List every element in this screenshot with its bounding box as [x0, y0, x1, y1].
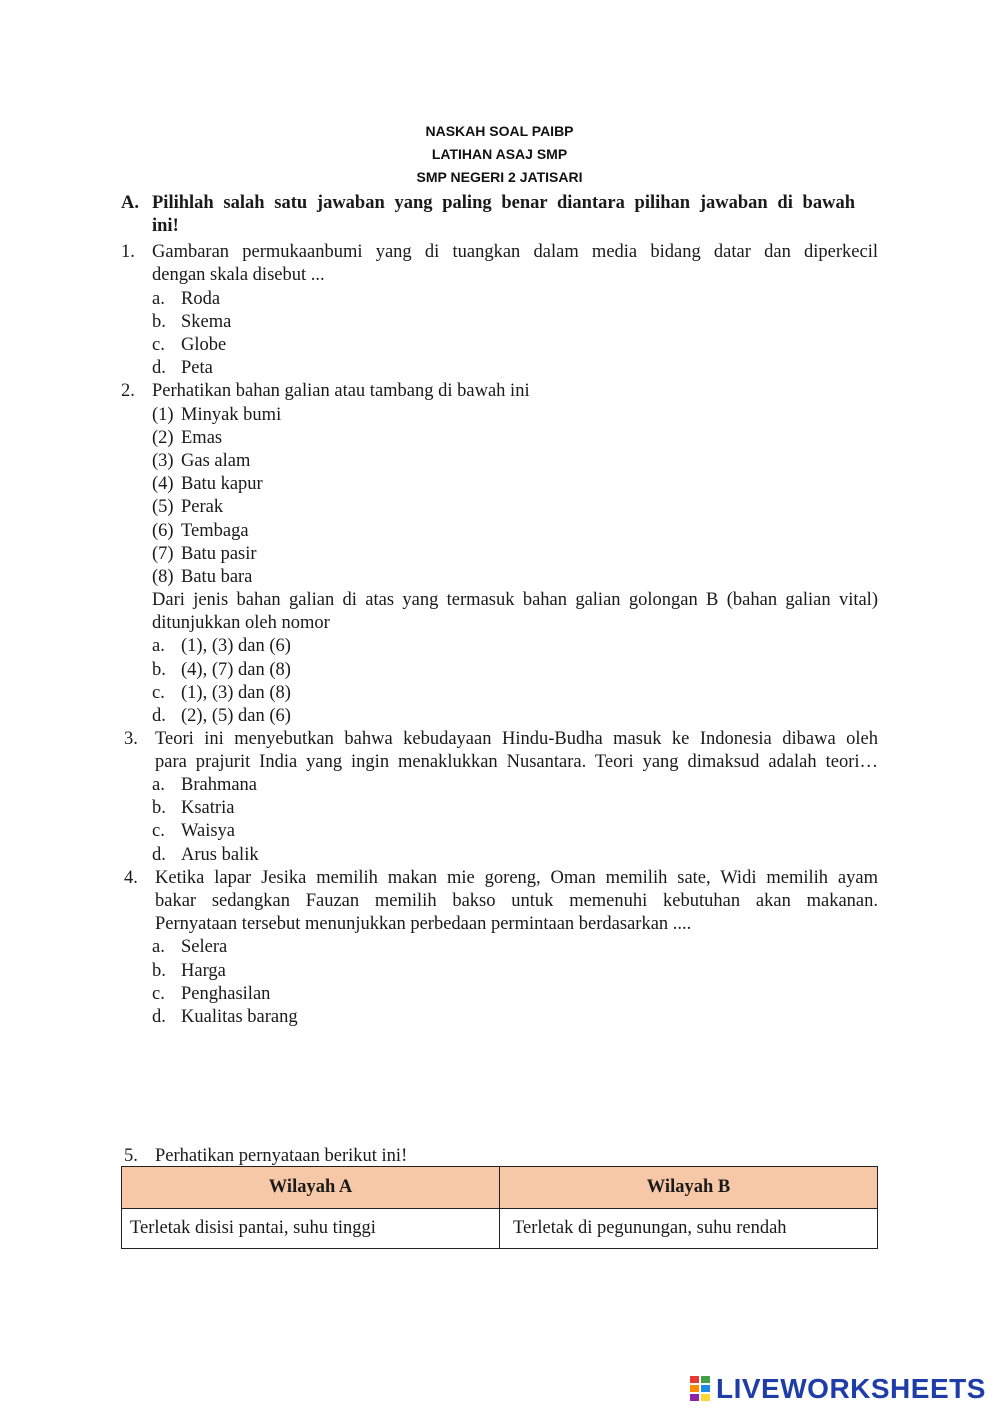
q1-option-d-letter: d. [152, 358, 166, 378]
q3-option-a[interactable]: Brahmana [181, 775, 258, 795]
q2-item-6-num: (6) [152, 521, 174, 541]
q4-option-b[interactable]: Harga [181, 961, 226, 981]
q3-option-d-letter: d. [152, 845, 166, 865]
q2-item-6: Tembaga [181, 521, 249, 541]
q2-item-7-num: (7) [152, 544, 174, 564]
q1-option-d[interactable]: Peta [181, 358, 213, 378]
q5-intro: Perhatikan pernyataan berikut ini! [155, 1146, 408, 1166]
section-instruction-line1: Pilihlah salah satu jawaban yang paling benar diantara pilihan jawaban di bawah [152, 193, 855, 213]
section-label: A. [121, 193, 139, 213]
table-cell-wilayah-b: Terletak di pegunungan, suhu rendah [500, 1209, 878, 1249]
q3-option-c[interactable]: Waisya [181, 821, 235, 841]
q1-option-c[interactable]: Globe [181, 335, 227, 355]
q1-number: 1. [121, 242, 135, 262]
q2-item-4: Batu kapur [181, 474, 263, 494]
q2-intro: Perhatikan bahan galian atau tambang di bawah ini [152, 381, 530, 401]
q2-option-d[interactable]: (2), (5) dan (6) [181, 706, 291, 726]
q2-option-a[interactable]: (1), (3) dan (6) [181, 636, 291, 656]
q5-number: 5. [124, 1146, 138, 1166]
table-cell-wilayah-a: Terletak disisi pantai, suhu tinggi [122, 1209, 500, 1249]
q1-text-line2: dengan skala disebut ... [152, 265, 325, 285]
table-header-wilayah-b: Wilayah B [500, 1167, 878, 1209]
q2-item-7: Batu pasir [181, 544, 257, 564]
q4-option-c[interactable]: Penghasilan [181, 984, 271, 1004]
q2-item-8: Batu bara [181, 567, 253, 587]
q2-item-8-num: (8) [152, 567, 174, 587]
q1-option-b-letter: b. [152, 312, 166, 332]
table-header-wilayah-a: Wilayah A [122, 1167, 500, 1209]
q2-option-c-letter: c. [152, 683, 165, 703]
q4-text-line2: bakar sedangkan Fauzan memilih bakso untuk memenuhi kebutuhan akan makanan. [155, 891, 878, 911]
q2-item-5: Perak [181, 497, 224, 517]
q2-item-4-num: (4) [152, 474, 174, 494]
q4-option-a-letter: a. [152, 937, 165, 957]
table-header-row [122, 1167, 878, 1209]
liveworksheets-logo-icon [690, 1376, 712, 1402]
q2-stem-line2: ditunjukkan oleh nomor [152, 613, 330, 633]
liveworksheets-logo-text: LIVEWORKSHEETS [716, 1373, 986, 1404]
q2-item-2: Emas [181, 428, 223, 448]
q3-option-a-letter: a. [152, 775, 165, 795]
q3-text-line1: Teori ini menyebutkan bahwa kebudayaan Hindu-Budha masuk ke Indonesia dibawa oleh [155, 729, 878, 749]
q3-option-b[interactable]: Ksatria [181, 798, 235, 818]
doc-title-line2: LATIHAN ASAJ SMP [431, 146, 568, 162]
q3-text-line2: para prajurit India yang ingin menaklukkan Nusantara. Teori yang dimaksud adalah teori… [155, 752, 878, 772]
q2-item-2-num: (2) [152, 428, 174, 448]
q4-option-b-letter: b. [152, 961, 166, 981]
table-row [122, 1209, 878, 1249]
q1-option-a[interactable]: Roda [181, 289, 221, 309]
doc-title-line3: SMP NEGERI 2 JATISARI [416, 169, 583, 185]
q2-item-5-num: (5) [152, 497, 174, 517]
liveworksheets-logo [690, 1374, 986, 1404]
doc-title-line1: NASKAH SOAL PAIBP [425, 123, 574, 139]
q1-option-a-letter: a. [152, 289, 165, 309]
q2-option-a-letter: a. [152, 636, 165, 656]
q2-option-b[interactable]: (4), (7) dan (8) [181, 660, 291, 680]
q3-option-b-letter: b. [152, 798, 166, 818]
q2-item-3: Gas alam [181, 451, 251, 471]
q4-number: 4. [124, 868, 138, 888]
q2-option-d-letter: d. [152, 706, 166, 726]
q4-option-a[interactable]: Selera [181, 937, 228, 957]
q2-item-1: Minyak bumi [181, 405, 282, 425]
q1-option-b[interactable]: Skema [181, 312, 232, 332]
q4-option-d[interactable]: Kualitas barang [181, 1007, 298, 1027]
q1-text-line1: Gambaran permukaanbumi yang di tuangkan dalam media bidang datar dan diperkecil [152, 242, 878, 262]
section-instruction-line2: ini! [152, 216, 179, 236]
q3-option-c-letter: c. [152, 821, 165, 841]
q1-option-c-letter: c. [152, 335, 165, 355]
q4-option-c-letter: c. [152, 984, 165, 1004]
q4-text-line1: Ketika lapar Jesika memilih makan mie goreng, Oman memilih sate, Widi memilih ayam [155, 868, 878, 888]
wilayah-table [121, 1166, 878, 1249]
q2-option-c[interactable]: (1), (3) dan (8) [181, 683, 291, 703]
q3-number: 3. [124, 729, 138, 749]
q3-option-d[interactable]: Arus balik [181, 845, 259, 865]
q4-option-d-letter: d. [152, 1007, 166, 1027]
q2-item-1-num: (1) [152, 405, 174, 425]
q2-stem-line1: Dari jenis bahan galian di atas yang termasuk bahan galian golongan B (bahan galian vital) [152, 590, 878, 610]
q4-text-line3: Pernyataan tersebut menunjukkan perbedaan permintaan berdasarkan .... [155, 914, 692, 934]
q2-item-3-num: (3) [152, 451, 174, 471]
q2-option-b-letter: b. [152, 660, 166, 680]
q2-number: 2. [121, 381, 135, 401]
